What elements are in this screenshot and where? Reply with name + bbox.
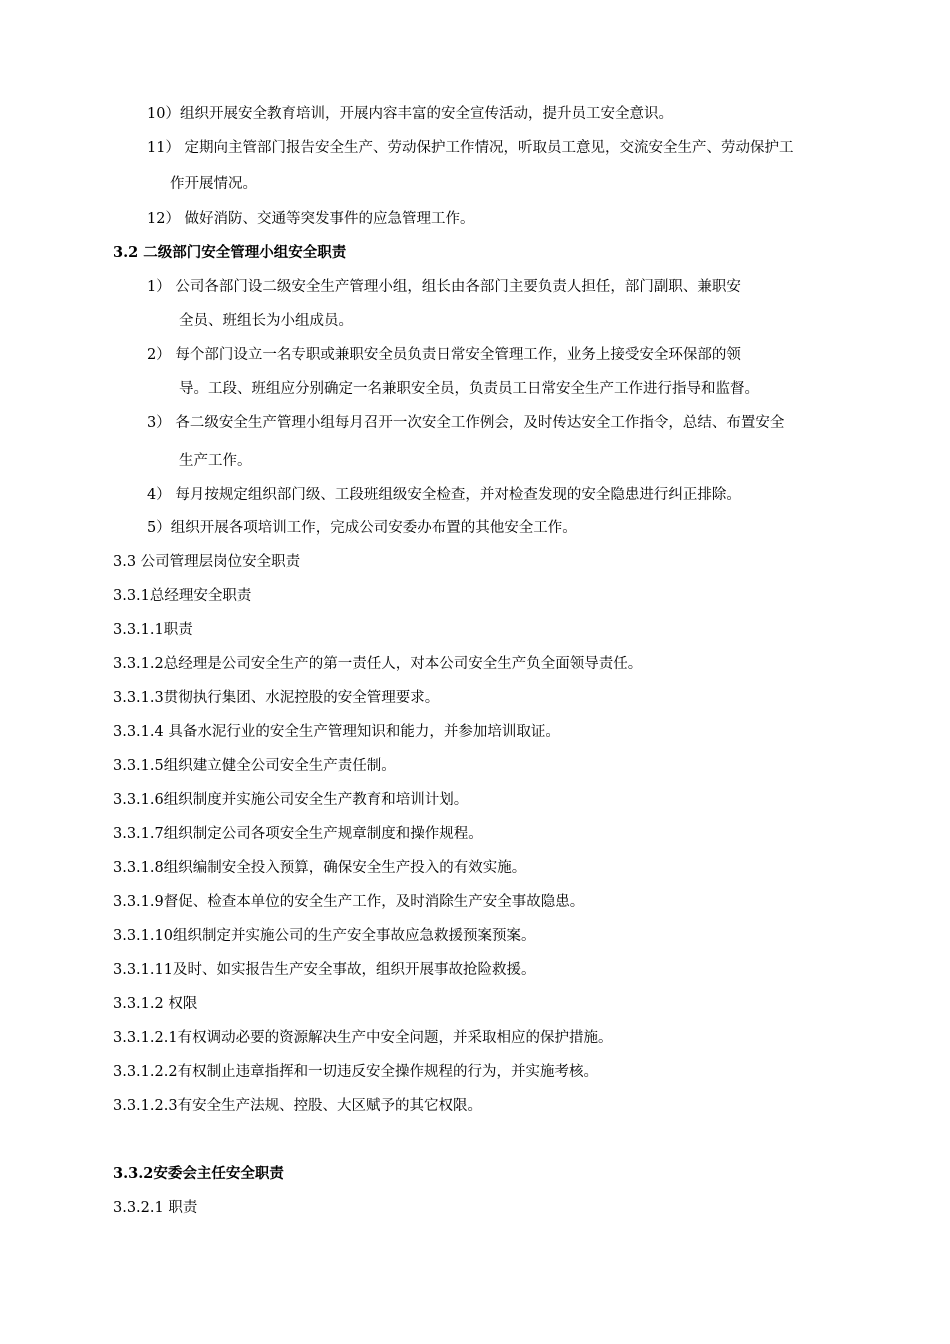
clause-3-3-2: 3.3.2安委会主任安全职责 (113, 1165, 284, 1182)
item-11-cont: 作开展情况。 (170, 176, 257, 192)
clause-3-3-1: 3.3.1总经理安全职责 (113, 588, 252, 604)
clause-3-3-1-10: 3.3.1.10组织制定并实施公司的生产安全事故应急救援预案预案。 (113, 928, 536, 944)
sub-item-1-cont: 全员、班组长为小组成员。 (179, 313, 353, 329)
clause-3-3-1-2-2: 3.3.1.2.2有权制止违章指挥和一切违反安全操作规程的行为，并实施考核。 (113, 1064, 599, 1080)
sub-item-5: 5）组织开展各项培训工作，完成公司安委办布置的其他安全工作。 (147, 520, 577, 536)
clause-3-3-1-6: 3.3.1.6组织制度并实施公司安全生产教育和培训计划。 (113, 792, 469, 808)
item-12: 12） 做好消防、交通等突发事件的应急管理工作。 (147, 211, 475, 227)
item-10: 10）组织开展安全教育培训，开展内容丰富的安全宣传活动，提升员工安全意识。 (147, 106, 673, 122)
section-3-3-heading: 3.3 公司管理层岗位安全职责 (113, 554, 301, 570)
clause-3-3-1-11: 3.3.1.11及时、如实报告生产安全事故，组织开展事故抢险救援。 (113, 962, 536, 978)
sub-item-1: 1） 公司各部门设二级安全生产管理小组，组长由各部门主要负责人担任，部门副职、兼职安 (147, 279, 741, 295)
clause-3-3-1-3: 3.3.1.3贯彻执行集团、水泥控股的安全管理要求。 (113, 690, 440, 706)
sub-item-3-cont: 生产工作。 (179, 453, 252, 469)
clause-3-3-1-8: 3.3.1.8组织编制安全投入预算，确保安全生产投入的有效实施。 (113, 860, 527, 876)
clause-3-3-1-1: 3.3.1.1职责 (113, 622, 193, 638)
sub-item-2-cont: 导。工段、班组应分别确定一名兼职安全员，负责员工日常安全生产工作进行指导和监督。 (179, 381, 759, 397)
sub-item-3: 3） 各二级安全生产管理小组每月召开一次安全工作例会，及时传达安全工作指令，总结、布置安全 (147, 415, 785, 431)
sub-item-4: 4） 每月按规定组织部门级、工段班组级安全检查，并对检查发现的安全隐患进行纠正排除。 (147, 487, 741, 503)
clause-3-3-1-7: 3.3.1.7组织制定公司各项安全生产规章制度和操作规程。 (113, 826, 483, 842)
clause-3-3-1-2-authority: 3.3.1.2 权限 (113, 996, 198, 1012)
item-11: 11） 定期向主管部门报告安全生产、劳动保护工作情况，听取员工意见，交流安全生产、劳动保护工 (147, 140, 794, 156)
clause-3-3-1-2-3: 3.3.1.2.3有安全生产法规、控股、大区赋予的其它权限。 (113, 1098, 483, 1114)
clause-3-3-2-1: 3.3.2.1 职责 (113, 1200, 198, 1216)
clause-3-3-1-9: 3.3.1.9督促、检查本单位的安全生产工作，及时消除生产安全事故隐患。 (113, 894, 585, 910)
sub-item-2: 2） 每个部门设立一名专职或兼职安全员负责日常安全管理工作，业务上接受安全环保部的领 (147, 347, 741, 363)
clause-3-3-1-2-1: 3.3.1.2.1有权调动必要的资源解决生产中安全问题，并采取相应的保护措施。 (113, 1030, 613, 1046)
clause-3-3-1-2: 3.3.1.2总经理是公司安全生产的第一责任人，对本公司安全生产负全面领导责任。 (113, 656, 643, 672)
section-3-2-heading: 3.2 二级部门安全管理小组安全职责 (113, 244, 347, 261)
clause-3-3-1-4: 3.3.1.4 具备水泥行业的安全生产管理知识和能力，并参加培训取证。 (113, 724, 560, 740)
clause-3-3-1-5: 3.3.1.5组织建立健全公司安全生产责任制。 (113, 758, 396, 774)
